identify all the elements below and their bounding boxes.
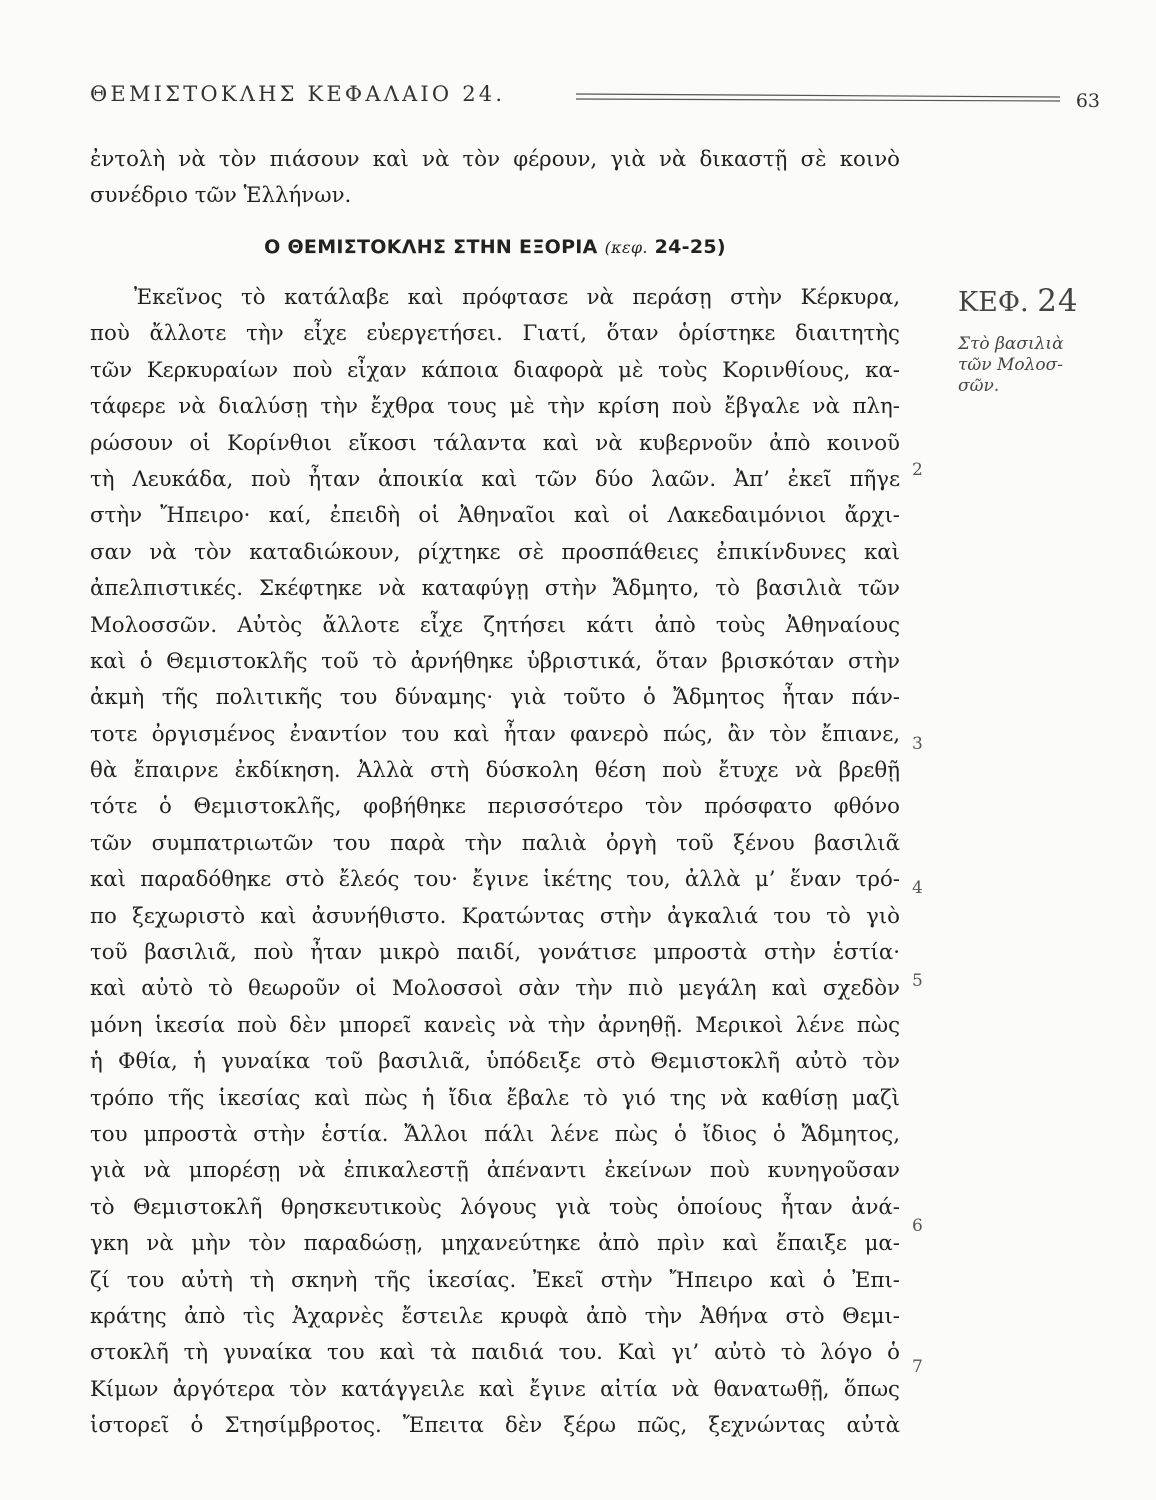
text-line: συνέδριο τῶν Ἑλλήνων.: [90, 183, 352, 209]
text-line: Κίμων ἀργότερα τὸν κατάγγειλε καὶ ἔγινε αἰτία νὰ θανατωθῇ, ὅπως: [90, 1376, 900, 1402]
text-line: κράτης ἀπὸ τὶς Ἀχαρνὲς ἔστειλε κρυφὰ ἀπὸ τὴν Ἀθήνα στὸ Θεμι-: [90, 1303, 900, 1329]
text-line: τῶν Κερκυραίων ποὺ εἶχαν κάποια διαφορὰ μὲ τοὺς Κορινθίους, κα-: [90, 357, 900, 383]
chapter-number: 24: [1037, 283, 1079, 319]
text-line: ἱστορεῖ ὁ Στησίμβροτος. Ἔπειτα δὲν ξέρω πῶς, ξεχνώντας αὐτὰ: [90, 1413, 900, 1439]
text-line: γκη νὰ μὴν τὸν παραδώσῃ, μηχανεύτηκε ἀπὸ πρὶν καὶ ἔπαιξε μα-: [90, 1231, 900, 1257]
paragraph-number: 3: [912, 734, 923, 754]
text-line: ἀκμὴ τῆς πολιτικῆς του δύναμης· γιὰ τοῦτο ὁ Ἄδμητος ἦταν πάν-: [90, 685, 900, 711]
text-line: ἀπελπιστικές. Σκέφτηκε νὰ καταφύγῃ στὴν Ἄδμητο, τὸ βασιλιὰ τῶν: [90, 576, 900, 602]
section-title: Ο ΘΕΜΙΣΤΟΚΛΗΣ ΣΤΗΝ ΕΞΟΡΙΑ: [264, 236, 598, 258]
text-line: ἐντολὴ νὰ τὸν πιάσουν καὶ νὰ τὸν φέρουν, γιὰ νὰ δικαστῇ σὲ κοινὸ: [90, 147, 900, 172]
paragraph-number: 6: [912, 1216, 923, 1236]
text-line: του μπροστὰ στὴν ἑστία. Ἄλλοι πάλι λένε πὼς ὁ ἴδιος ὁ Ἄδμητος,: [90, 1121, 900, 1147]
margin-note: [958, 334, 1088, 397]
paragraph-number: 4: [912, 878, 923, 898]
text-line: Ἐκεῖνος τὸ κατάλαβε καὶ πρόφτασε νὰ περάσῃ στὴν Κέρκυρα,: [134, 285, 900, 310]
margin-note-line: Στὸ βασιλιὰ: [958, 334, 1064, 354]
text-line: τοῦ βασιλιᾶ, ποὺ ἦταν μικρὸ παιδί, γονάτισε μπροστὰ στὴν ἑστία·: [90, 940, 900, 966]
text-line: στὴν Ἤπειρο· καί, ἐπειδὴ οἱ Ἀθηναῖοι καὶ οἱ Λακεδαιμόνιοι ἄρχι-: [90, 503, 900, 529]
main-text: [90, 280, 900, 1445]
text-line: ρώσουν οἱ Κορίνθιοι εἴκοσι τάλαντα καὶ νὰ κυβερνοῦν ἀπὸ κοινοῦ: [90, 430, 900, 456]
text-line: ζί του αὐτὴ τὴ σκηνὴ τῆς ἱκεσίας. Ἐκεῖ στὴν Ἤπειρο καὶ ὁ Ἐπι-: [90, 1267, 900, 1293]
text-line: τότε ὁ Θεμιστοκλῆς, φοβήθηκε περισσότερο τὸν πρόσφατο φθόνο: [90, 794, 900, 820]
running-head-rule: [576, 90, 1060, 104]
text-line: σαν νὰ τὸν καταδιώκουν, ρίχτηκε σὲ προσπάθειες ἐπικίνδυνες καὶ: [90, 539, 900, 565]
paragraph-number: 5: [912, 971, 923, 991]
margin-chapter-label: [958, 283, 1079, 319]
margin-note-line: σῶν.: [958, 376, 1000, 396]
text-line: στοκλῆ τὴ γυναίκα του καὶ τὰ παιδιά του. Καὶ γι’ αὐτὸ τὸ λόγο ὁ: [90, 1340, 900, 1366]
text-line: τῶν συμπατριωτῶν του παρὰ τὴν παλιὰ ὀργὴ τοῦ ξένου βασιλιᾶ: [90, 830, 900, 856]
paragraph-number: 7: [912, 1357, 923, 1377]
text-line: καὶ αὐτὸ τὸ θεωροῦν οἱ Μολοσσοὶ σὰν τὴν πιὸ μεγάλη καὶ σχεδὸν: [90, 976, 900, 1002]
text-line: τρόπο τῆς ἱκεσίας καὶ πὼς ἡ ἴδια ἔβαλε τὸ γιό της νὰ καθίσῃ μαζὶ: [90, 1085, 900, 1111]
text-line: καὶ παραδόθηκε στὸ ἔλεός του· ἔγινε ἱκέτης του, ἀλλὰ μ’ ἕναν τρό-: [90, 867, 900, 893]
chapter-label: ΚΕΦ.: [958, 287, 1029, 318]
text-line: ἡ Φθία, ἡ γυναίκα τοῦ βασιλιᾶ, ὑπόδειξε στὸ Θεμιστοκλῆ αὐτὸ τὸν: [90, 1049, 900, 1075]
section-ref-prefix: (κεφ.: [604, 238, 648, 257]
text-line: γιὰ νὰ μπορέσῃ νὰ ἐπικαλεστῇ ἀπέναντι ἐκείνων ποὺ κυνηγοῦσαν: [90, 1158, 900, 1184]
running-head: [90, 82, 1100, 122]
page-number: 63: [1075, 90, 1100, 112]
text-line: καὶ ὁ Θεμιστοκλῆς τοῦ τὸ ἀρνήθηκε ὑβριστικά, ὅταν βρισκόταν στὴν: [90, 648, 900, 674]
section-heading: [90, 236, 900, 258]
intro-text: [90, 142, 900, 215]
text-line: τάφερε νὰ διαλύσῃ τὴν ἔχθρα τους μὲ τὴν κρίση ποὺ ἔβγαλε νὰ πλη-: [90, 394, 900, 420]
running-head-title: ΘΕΜΙΣΤΟΚΛΗΣ ΚΕΦΑΛΑΙΟ 24.: [90, 82, 506, 106]
margin-note-line: τῶν Μολοσ-: [958, 355, 1064, 375]
paragraph-number: 2: [912, 460, 923, 480]
section-ref-range: 24-25): [654, 236, 726, 258]
text-line: τὸ Θεμιστοκλῆ θρησκευτικοὺς λόγους γιὰ τοὺς ὁποίους ἦταν ἀνά-: [90, 1194, 900, 1220]
text-line: πο ξεχωριστὸ καὶ ἀσυνήθιστο. Κρατώντας στὴν ἀγκαλιά του τὸ γιὸ: [90, 903, 900, 929]
text-line: θὰ ἔπαιρνε ἐκδίκηση. Ἀλλὰ στὴ δύσκολη θέση ποὺ ἔτυχε νὰ βρεθῇ: [90, 758, 900, 784]
text-line: Μολοσσῶν. Αὐτὸς ἄλλοτε εἶχε ζητήσει κάτι ἀπὸ τοὺς Ἀθηναίους: [90, 612, 900, 638]
text-line: ποὺ ἄλλοτε τὴν εἶχε εὐεργετήσει. Γιατί, ὅταν ὁρίστηκε διαιτητὴς: [90, 321, 900, 347]
text-line: τοτε ὀργισμένος ἐναντίον του καὶ ἦταν φανερὸ πώς, ἂν τὸν ἔπιανε,: [90, 721, 900, 747]
text-line: τὴ Λευκάδα, ποὺ ἦταν ἀποικία καὶ τῶν δύο λαῶν. Ἀπ’ ἐκεῖ πῆγε: [90, 466, 900, 492]
text-line: μόνη ἱκεσία ποὺ δὲν μπορεῖ κανεὶς νὰ τὴν ἀρνηθῇ. Μερικοὶ λένε πὼς: [90, 1012, 900, 1038]
